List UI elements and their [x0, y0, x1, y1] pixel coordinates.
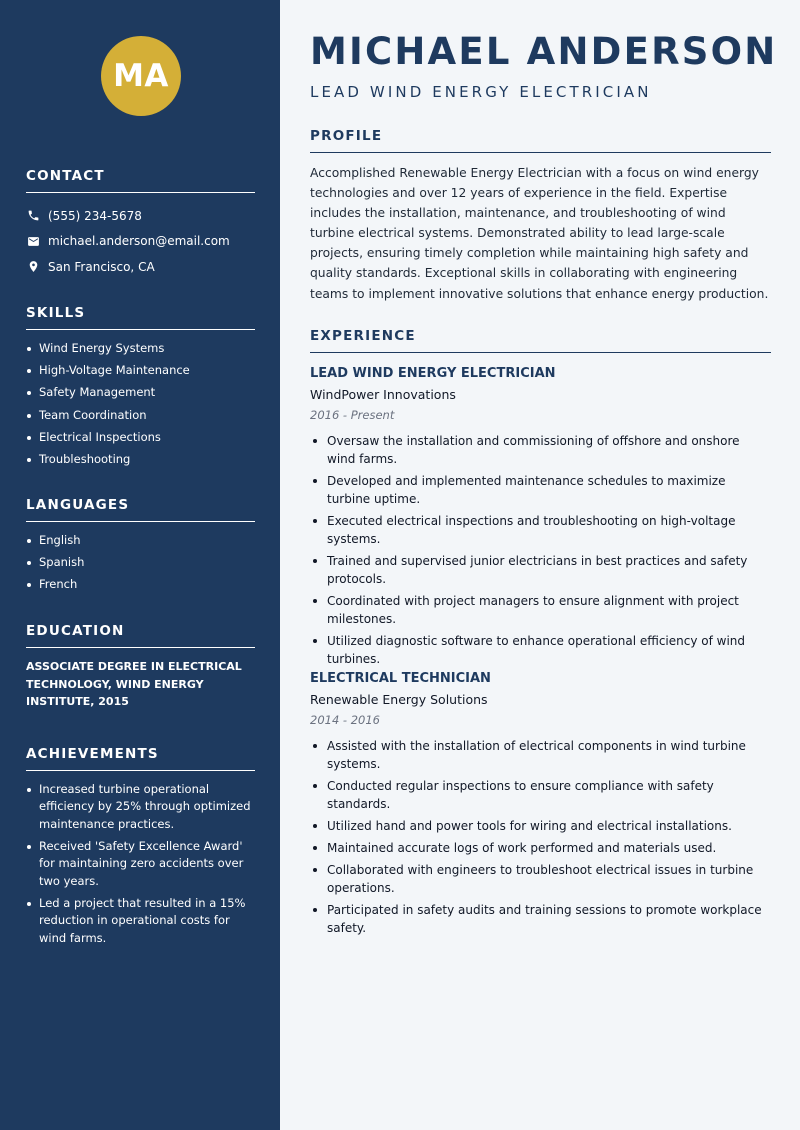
languages-list	[26, 532, 255, 594]
job-bullet: Collaborated with engineers to troubleshoot electrical issues in turbine operations.	[310, 861, 771, 897]
achievements-heading: ACHIEVEMENTS	[26, 746, 255, 771]
job-entry	[310, 366, 771, 672]
education-section	[26, 623, 255, 711]
job-bullet: Participated in safety audits and training sessions to promote workplace safety.	[310, 901, 771, 937]
job-bullet: Utilized diagnostic software to enhance operational efficiency of wind turbines.	[310, 632, 771, 668]
candidate-name: MICHAEL ANDERSON	[310, 30, 778, 73]
contact-phone[interactable]	[26, 203, 255, 229]
skills-heading: SKILLS	[26, 305, 255, 330]
job-bullet: Trained and supervised junior electricians in best practices and safety protocols.	[310, 552, 771, 588]
languages-section	[26, 497, 255, 599]
profile-heading: PROFILE	[310, 128, 771, 153]
experience-heading: EXPERIENCE	[310, 328, 771, 353]
education-heading: EDUCATION	[26, 623, 255, 648]
skill-item: Troubleshooting	[26, 451, 255, 468]
job-title: ELECTRICAL TECHNICIAN	[310, 671, 491, 686]
job-company: WindPower Innovations	[310, 387, 456, 402]
job-title: LEAD WIND ENERGY ELECTRICIAN	[310, 366, 556, 381]
skill-item: Safety Management	[26, 384, 255, 401]
achievement-item: Increased turbine operational efficiency by 25% through optimized maintenance practices.	[26, 781, 255, 833]
achievements-list	[26, 781, 255, 947]
skills-section	[26, 305, 255, 473]
phone-icon	[26, 209, 40, 223]
location-text: San Francisco, CA	[48, 259, 155, 274]
job-bullet: Maintained accurate logs of work performed and materials used.	[310, 839, 771, 857]
sidebar	[0, 0, 280, 1130]
achievement-item: Led a project that resulted in a 15% reduction in operational costs for wind farms.	[26, 895, 255, 947]
phone-text: (555) 234-5678	[48, 208, 142, 223]
avatar: MA	[101, 36, 181, 116]
job-bullet: Utilized hand and power tools for wiring and electrical installations.	[310, 817, 771, 835]
language-item: Spanish	[26, 554, 255, 571]
job-bullets	[310, 737, 771, 937]
skill-item: Electrical Inspections	[26, 429, 255, 446]
skill-item: Team Coordination	[26, 407, 255, 424]
job-entry	[310, 671, 771, 941]
job-dates: 2014 - 2016	[310, 713, 380, 727]
email-text: michael.anderson@email.com	[48, 234, 230, 249]
achievements-section	[26, 746, 255, 952]
skills-list	[26, 340, 255, 468]
achievement-item: Received 'Safety Excellence Award' for maintaining zero accidents over two years.	[26, 838, 255, 890]
job-bullet: Conducted regular inspections to ensure compliance with safety standards.	[310, 777, 771, 813]
email-icon	[26, 234, 40, 248]
job-bullet: Coordinated with project managers to ensure alignment with project milestones.	[310, 592, 771, 628]
contact-heading: CONTACT	[26, 168, 255, 193]
profile-text: Accomplished Renewable Energy Electrician with a focus on wind energy technologies and over 12 years of experience in the field. Expertise includes the installation, maintenance, and troubleshooting of wind turbine electrical systems. Demonstrated ability to lead large-scale projects, ensuring timely completion while maintaining high safety and quality standards. Exceptional skills in collaborating with engineering teams to implement innovative solutions that enhance energy production.	[310, 166, 769, 301]
contact-email[interactable]	[26, 229, 255, 255]
job-bullet: Assisted with the installation of electrical components in wind turbine systems.	[310, 737, 771, 773]
candidate-role: LEAD WIND ENERGY ELECTRICIAN	[310, 83, 652, 101]
languages-heading: LANGUAGES	[26, 497, 255, 522]
job-dates: 2016 - Present	[310, 408, 395, 422]
location-pin-icon	[26, 260, 40, 274]
language-item: French	[26, 576, 255, 593]
contact-section	[26, 168, 255, 280]
job-bullets	[310, 432, 771, 668]
job-bullet: Executed electrical inspections and troubleshooting on high-voltage systems.	[310, 512, 771, 548]
skill-item: High-Voltage Maintenance	[26, 362, 255, 379]
job-bullet: Developed and implemented maintenance schedules to maximize turbine uptime.	[310, 472, 771, 508]
education-entry: ASSOCIATE DEGREE IN ELECTRICAL TECHNOLOGY, WIND ENERGY INSTITUTE, 2015	[26, 660, 242, 708]
job-bullet: Oversaw the installation and commissioning of offshore and onshore wind farms.	[310, 432, 771, 468]
language-item: English	[26, 532, 255, 549]
experience-section	[310, 328, 771, 353]
job-company: Renewable Energy Solutions	[310, 692, 488, 707]
contact-location	[26, 254, 255, 280]
profile-section	[310, 128, 771, 304]
skill-item: Wind Energy Systems	[26, 340, 255, 357]
